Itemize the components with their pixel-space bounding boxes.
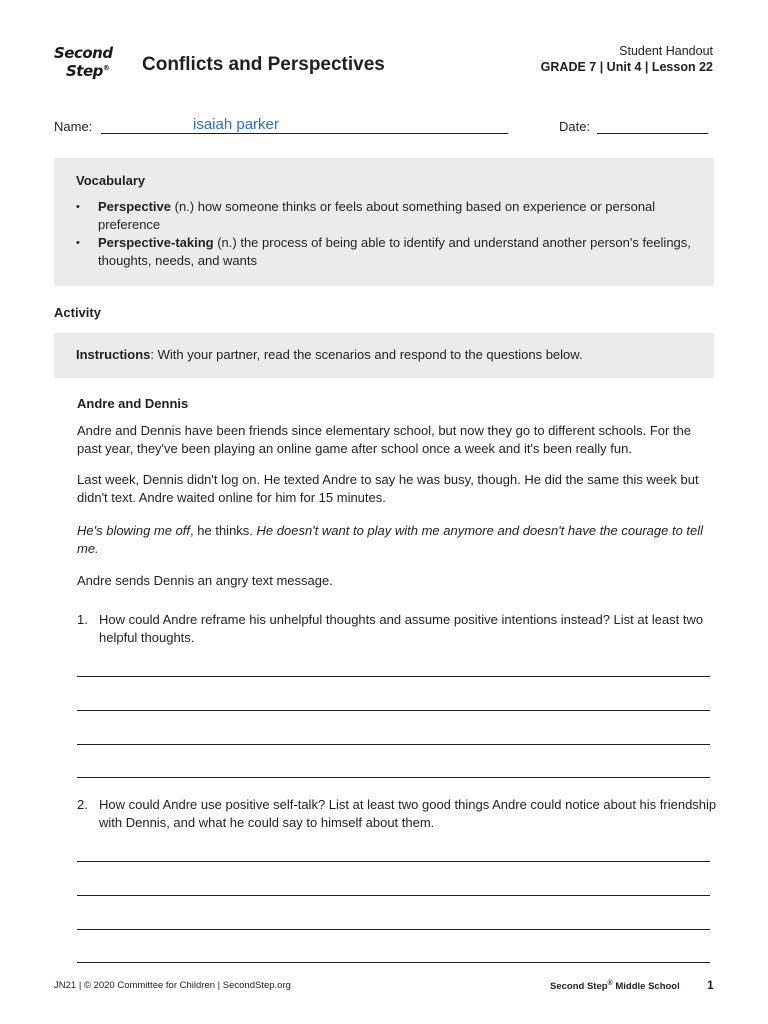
instructions-box — [54, 333, 714, 378]
question-number: 2. — [77, 797, 88, 812]
grade-info: GRADE 7 | Unit 4 | Lesson 22 — [540, 60, 713, 74]
scenario-narration: , he thinks. — [190, 523, 257, 538]
answer-line-7[interactable] — [77, 929, 710, 930]
scenario-thought-1: He's blowing me off — [77, 523, 191, 538]
name-field-line[interactable] — [101, 133, 508, 134]
logo-line-2: Step® — [66, 62, 110, 80]
scenario-title: Andre and Dennis — [77, 396, 189, 411]
vocabulary-definition: (n.) the process of being able to identify and understand another person's feelings, thoughts, needs, and wants — [98, 235, 691, 268]
question-2 — [77, 796, 717, 831]
scenario-paragraph-3 — [77, 522, 717, 557]
question-1 — [77, 611, 717, 646]
vocabulary-term: Perspective — [98, 199, 171, 214]
answer-line-8[interactable] — [77, 962, 710, 963]
date-field[interactable] — [597, 133, 708, 134]
answer-line-2[interactable] — [77, 710, 710, 711]
answer-line-3[interactable] — [77, 744, 710, 745]
question-text: How could Andre use positive self-talk? List at least two good things Andre could notice about his friendship with Dennis, and what he could say to himself about them. — [99, 797, 717, 830]
footer-copyright: JN21 | © 2020 Committee for Children | SecondStep.org — [54, 980, 291, 991]
scenario-paragraph-2: Last week, Dennis didn't log on. He texted Andre to say he was busy, though. He did the same this week but didn't text. Andre waited online for him for 15 minutes. — [77, 472, 699, 505]
answer-line-1[interactable] — [77, 676, 710, 677]
answer-line-6[interactable] — [77, 895, 710, 896]
handout-label: Student Handout — [619, 44, 713, 58]
logo-line-1: Second — [54, 44, 113, 62]
scenario-paragraph-4: Andre sends Dennis an angry text message. — [77, 573, 333, 588]
vocabulary-box — [54, 158, 714, 286]
name-field[interactable]: isaiah parker — [193, 116, 279, 133]
date-label: Date: — [559, 119, 591, 134]
vocabulary-item — [76, 234, 692, 270]
question-number: 1. — [77, 612, 88, 627]
name-label: Name: — [54, 119, 93, 134]
answer-line-5[interactable] — [77, 861, 710, 862]
vocabulary-list — [76, 198, 692, 270]
vocabulary-definition: (n.) how someone thinks or feels about something based on experience or personal preference — [98, 199, 656, 232]
page-number: 1 — [707, 978, 714, 992]
instructions-label: Instructions — [76, 347, 151, 362]
vocabulary-heading: Vocabulary — [76, 173, 146, 188]
page-title: Conflicts and Perspectives — [142, 54, 385, 75]
answer-line-4[interactable] — [77, 777, 710, 778]
vocabulary-term: Perspective-taking — [98, 235, 214, 250]
question-text: How could Andre reframe his unhelpful thoughts and assume positive intentions instead? List at least two helpful thoughts. — [99, 612, 704, 645]
instructions-text: : With your partner, read the scenarios and respond to the questions below. — [150, 347, 583, 362]
scenario-thought-2: He doesn't want to play with me anymore and doesn't have the courage to tell me. — [77, 523, 704, 556]
vocabulary-item — [76, 198, 692, 234]
second-step-logo — [54, 46, 122, 86]
scenario-paragraph-1: Andre and Dennis have been friends since elementary school, but now they go to different schools. For the past year, they've been playing an online game after school once a week and it's been really fun. — [77, 423, 692, 456]
footer-program: Second Step® Middle School — [550, 980, 680, 993]
activity-heading: Activity — [54, 305, 101, 320]
